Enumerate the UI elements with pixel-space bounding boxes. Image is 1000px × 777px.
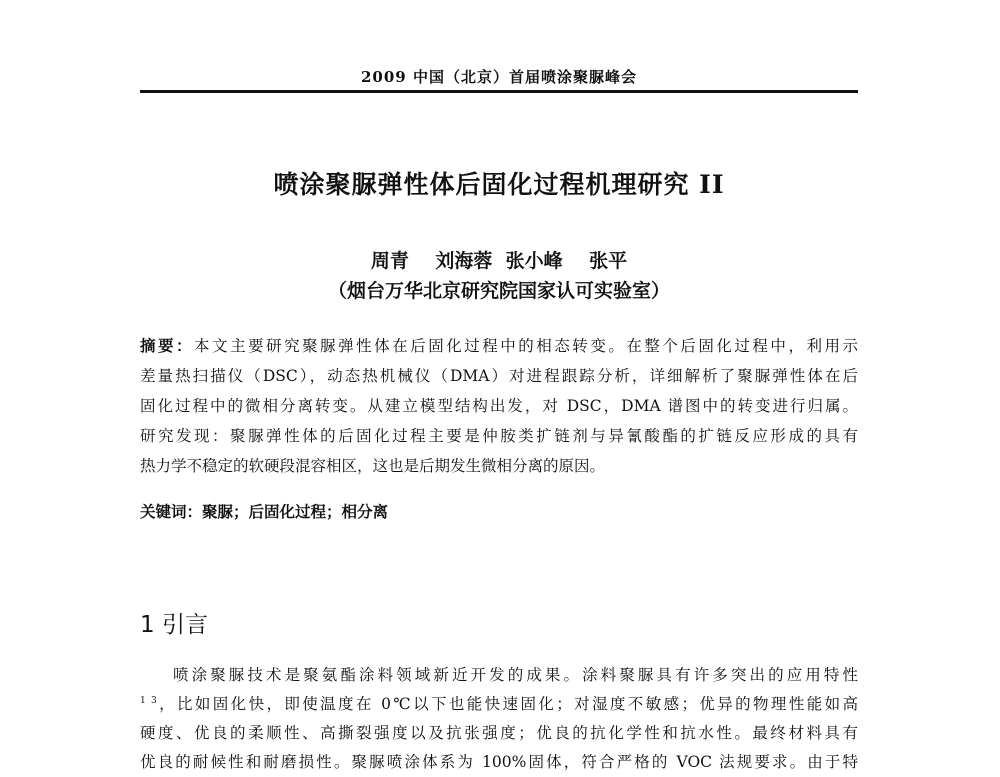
intro-line: 喷涂聚脲技术是聚氨酯涂料领域新近开发的成果。涂料聚脲具有许多突出的应用特性 xyxy=(173,666,858,684)
authors: 周青 刘海蓉 张小峰 张平 xyxy=(370,250,628,272)
abstract-line: 研究发现：聚脲弹性体的后固化过程主要是仲胺类扩链剂与异氰酸酯的扩链反应形成的具有 xyxy=(140,427,858,445)
abstract-label: 摘要： xyxy=(140,336,195,355)
abstract-line: 差量热扫描仪（DSC），动态热机械仪（DMA）对进程跟踪分析，详细解析了聚脲弹性体在后 xyxy=(140,367,858,385)
intro-line-text: ，比如固化快，即使温度在 0℃以下也能快速固化；对湿度不敏感；优异的物理性能如高 xyxy=(156,695,858,713)
keywords-label: 关键词： xyxy=(140,503,203,521)
abstract-line: 热力学不稳定的软硬段混容相区，这也是后期发生微相分离的原因。 xyxy=(140,457,606,475)
abstract-line-text: 本文主要研究聚脲弹性体在后固化过程中的相态转变。在整个后固化过程中，利用示 xyxy=(194,337,858,355)
citation-marker: 1 3 xyxy=(140,695,157,706)
keywords-text: 聚脲；后固化过程；相分离 xyxy=(202,503,389,521)
abstract-line xyxy=(140,331,858,361)
abstract xyxy=(140,331,858,481)
intro-line: 硬度、优良的柔顺性、高撕裂强度以及抗张强度；优良的抗化学性和抗水性。最终材料具有 xyxy=(140,724,858,742)
intro-line: 优良的耐候性和耐磨损性。聚脲喷涂体系为 100%固体，符合严格的 VOC 法规要求。由于特 xyxy=(140,753,858,771)
running-header: 2009 中国（北京）首届喷涂聚脲峰会 xyxy=(361,68,637,86)
header-rule xyxy=(140,90,858,93)
abstract-line: 固化过程中的微相分离转变。从建立模型结构出发，对 DSC，DMA 谱图中的转变进行归属。 xyxy=(140,397,858,415)
keywords xyxy=(140,497,858,527)
intro-line xyxy=(140,690,858,719)
paper-title: 喷涂聚脲弹性体后固化过程机理研究 II xyxy=(273,170,725,199)
section-heading: 1 引言 xyxy=(140,612,208,638)
affiliation: （烟台万华北京研究院国家认可实验室） xyxy=(327,280,670,302)
